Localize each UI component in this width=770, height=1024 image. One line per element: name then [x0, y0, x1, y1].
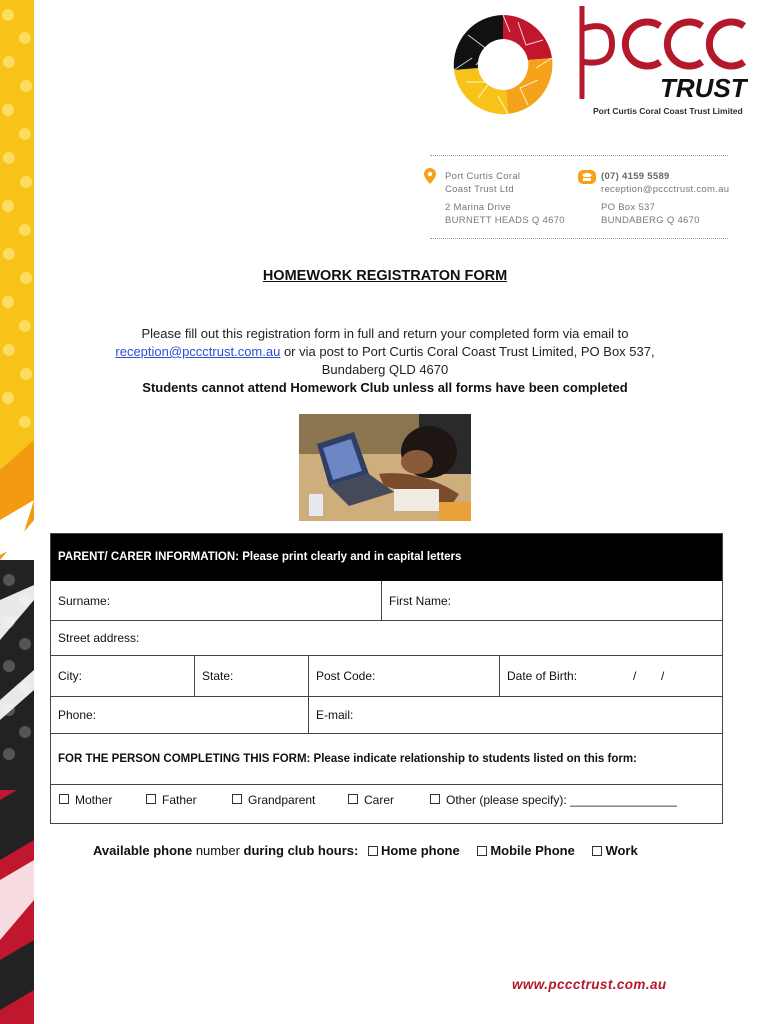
- po-box: PO Box 537: [601, 202, 656, 213]
- availability-home-phone[interactable]: [368, 843, 460, 858]
- relationship-father[interactable]: [146, 781, 197, 819]
- availability-label-1: Available phone: [93, 843, 196, 858]
- intro-warning: Students cannot attend Homework Club unless all forms have been completed: [142, 380, 628, 395]
- availability-label-3: during club hours:: [239, 843, 359, 858]
- work-label: Work: [605, 843, 638, 858]
- first-name-field[interactable]: First Name:: [381, 581, 722, 620]
- logo-tagline: Port Curtis Coral Coast Trust Limited: [593, 106, 743, 116]
- form-header-row: [51, 534, 722, 581]
- po-city: BUNDABERG Q 4670: [601, 215, 700, 226]
- contact-block: [430, 155, 728, 239]
- state-field[interactable]: State:: [194, 656, 308, 696]
- relationship-carer[interactable]: [348, 781, 394, 819]
- contact-email: reception@pccctrust.com.au: [601, 184, 730, 195]
- city-row: [51, 656, 722, 697]
- surname-field[interactable]: Surname:: [58, 593, 111, 608]
- relationship-header-text: FOR THE PERSON COMPLETING THIS FORM: Please indicate relationship to students listed on this form:: [58, 753, 637, 765]
- relationship-grandparent-label: Grandparent: [248, 793, 316, 807]
- logo-ring-graphic: [448, 10, 558, 120]
- checkbox-icon[interactable]: [232, 794, 242, 804]
- phone-email-column: [601, 170, 729, 227]
- form-title: HOMEWORK REGISTRATON FORM: [262, 268, 508, 284]
- pccc-trust-logo: [448, 4, 748, 119]
- logo-trust-text: TRUST: [660, 73, 747, 103]
- intro-line-2: [60, 343, 710, 361]
- name-row: [51, 581, 722, 621]
- decorative-side-strip: [0, 0, 34, 1024]
- availability-mobile-phone[interactable]: [477, 843, 575, 858]
- street-address-field[interactable]: Street address:: [58, 631, 140, 645]
- relationship-options-row: [51, 785, 722, 823]
- relationship-mother[interactable]: [59, 781, 112, 819]
- street-row: [51, 621, 722, 656]
- suburb-address: BURNETT HEADS Q 4670: [445, 215, 565, 226]
- street-address: 2 Marina Drive: [445, 202, 511, 213]
- relationship-other-label: Other (please specify): ________________: [446, 793, 677, 807]
- phone-icon: [578, 170, 596, 184]
- email-field[interactable]: E-mail:: [308, 697, 722, 733]
- relationship-header-row: [51, 734, 722, 785]
- relationship-carer-label: Carer: [364, 793, 395, 807]
- checkbox-icon[interactable]: [368, 846, 378, 856]
- reception-email-link[interactable]: reception@pccctrust.com.au: [115, 344, 281, 359]
- checkbox-icon[interactable]: [146, 794, 156, 804]
- checkbox-icon[interactable]: [477, 846, 487, 856]
- availability-label-2: number: [195, 843, 240, 858]
- intro-line-1: Please fill out this registration form in full and return your completed form via email to: [141, 326, 629, 341]
- form-header-text: PARENT/ CARER INFORMATION: Please print clearly and in capital letters: [58, 551, 462, 563]
- home-phone-label: Home phone: [380, 843, 460, 858]
- intro-paragraph: [60, 325, 710, 397]
- parent-carer-form: [50, 533, 723, 824]
- dob-slash-1: /: [633, 669, 637, 683]
- checkbox-icon[interactable]: [348, 794, 358, 804]
- relationship-other[interactable]: [430, 781, 677, 819]
- phone-number: (07) 4159 5589: [601, 171, 670, 182]
- intro-line-3: Bundaberg QLD 4670: [321, 362, 449, 377]
- dob-slash-2: /: [661, 669, 665, 683]
- org-line-2: Coast Trust Ltd: [445, 184, 514, 195]
- relationship-mother-label: Mother: [75, 793, 113, 807]
- availability-line: [93, 843, 638, 858]
- phone-email-row: [51, 697, 722, 734]
- org-line-1: Port Curtis Coral: [445, 171, 521, 182]
- mobile-phone-label: Mobile Phone: [490, 843, 575, 858]
- students-photo: [299, 414, 471, 521]
- dob-label: Date of Birth:: [507, 669, 578, 683]
- footer-website-link[interactable]: www.pccctrust.com.au: [512, 977, 667, 992]
- checkbox-icon[interactable]: [592, 846, 602, 856]
- phone-field[interactable]: Phone:: [58, 708, 97, 722]
- map-pin-icon: [423, 168, 437, 184]
- availability-work[interactable]: [592, 843, 637, 858]
- date-of-birth-field[interactable]: [499, 656, 722, 696]
- checkbox-icon[interactable]: [59, 794, 69, 804]
- logo-wordmark: [572, 4, 748, 104]
- city-field[interactable]: City:: [58, 669, 82, 683]
- relationship-father-label: Father: [162, 793, 197, 807]
- post-code-field[interactable]: Post Code:: [308, 656, 499, 696]
- relationship-grandparent[interactable]: [232, 781, 315, 819]
- address-column: [445, 170, 565, 227]
- checkbox-icon[interactable]: [430, 794, 440, 804]
- intro-line-2-text: or via post to Port Curtis Coral Coast Trust Limited, PO Box 537,: [280, 344, 655, 359]
